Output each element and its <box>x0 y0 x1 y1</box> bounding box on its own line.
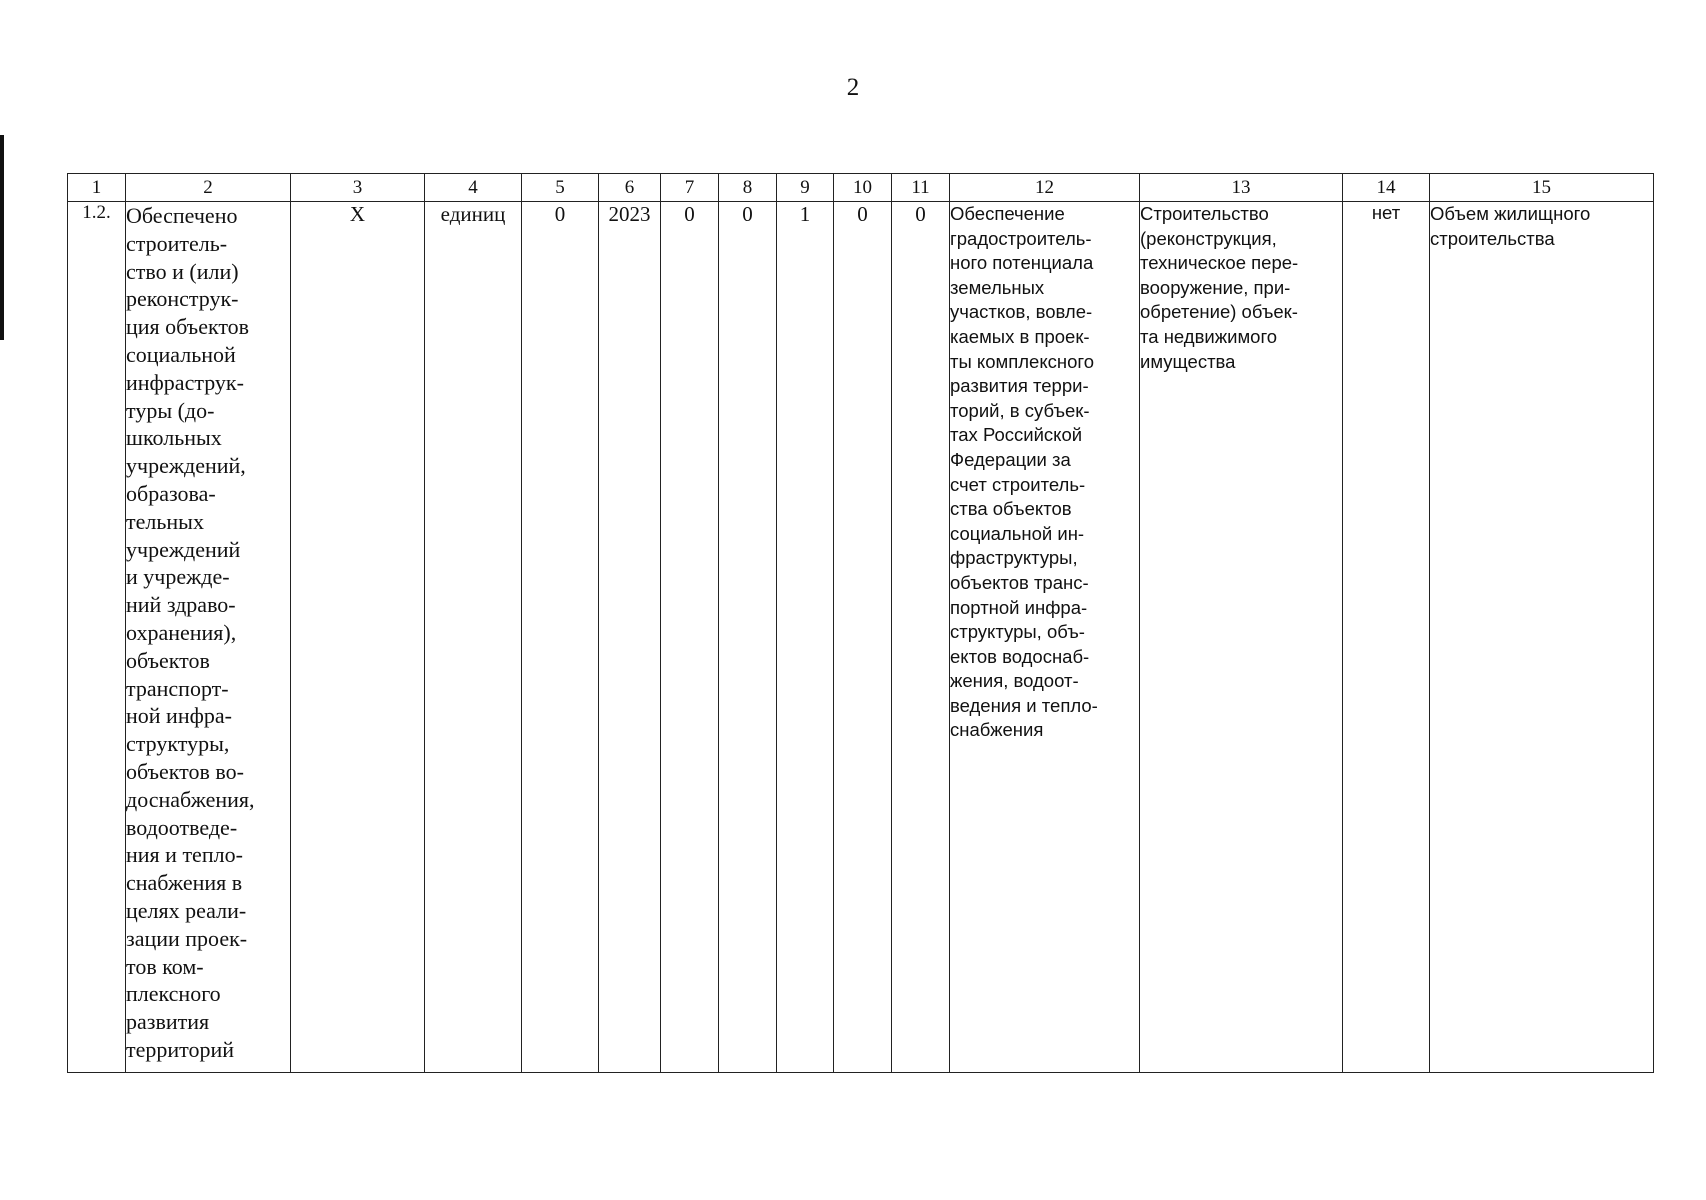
row-number-cell: 1.2. <box>68 202 126 1073</box>
col3-cell: X <box>291 202 425 1073</box>
col7-cell: 0 <box>661 202 719 1073</box>
header-cell-2: 2 <box>126 174 291 202</box>
col9-cell: 1 <box>777 202 834 1073</box>
col15-cell: Объем жилищного строительства <box>1430 202 1654 1073</box>
header-cell-1: 1 <box>68 174 126 202</box>
description-cell: Обеспечение градостроитель- ного потенциала земельных участков, вовле- каемых в проек- ты комплексного развития терри- торий, в субъек- тах Российской Федерации за счет строитель- ства объектов социальной ин- фраструктуры, объектов транс- портной инфра- структуры, объ- ектов водоснаб- жения, водоот- ведения и тепло- снабжения <box>950 202 1140 1073</box>
document-table <box>67 173 1654 1073</box>
col5-cell: 0 <box>522 202 599 1073</box>
unit-cell: единиц <box>425 202 522 1073</box>
header-cell-5: 5 <box>522 174 599 202</box>
header-cell-3: 3 <box>291 174 425 202</box>
year-cell: 2023 <box>599 202 661 1073</box>
col8-cell: 0 <box>719 202 777 1073</box>
header-cell-13: 13 <box>1140 174 1343 202</box>
left-margin-rule <box>0 135 4 340</box>
header-cell-7: 7 <box>661 174 719 202</box>
header-cell-12: 12 <box>950 174 1140 202</box>
page-number: 2 <box>846 74 860 101</box>
header-cell-6: 6 <box>599 174 661 202</box>
table-row <box>68 202 1654 1073</box>
header-cell-8: 8 <box>719 174 777 202</box>
header-cell-4: 4 <box>425 174 522 202</box>
header-cell-14: 14 <box>1343 174 1430 202</box>
col10-cell: 0 <box>834 202 892 1073</box>
col14-cell: нет <box>1343 202 1430 1073</box>
col11-cell: 0 <box>892 202 950 1073</box>
result-name-cell: Обеспечено строитель- ство и (или) реконструк- ция объектов социальной инфраструк- туры (до- школьных учреждений, образова- тельных учреждений и учрежде- ний здраво- охранения), объектов транспорт- ной инфра- структуры, объектов во- доснабжения, водоотведе- ния и тепло- снабжения в целях реали- зации проек- тов ком- плексного развития территорий <box>126 202 291 1073</box>
header-cell-11: 11 <box>892 174 950 202</box>
header-cell-10: 10 <box>834 174 892 202</box>
event-type-cell: Строительство (реконструкция, техническое пере- вооружение, при- обретение) объек- та недвижимого имущества <box>1140 202 1343 1073</box>
table-header-row <box>68 174 1654 202</box>
header-cell-15: 15 <box>1430 174 1654 202</box>
header-cell-9: 9 <box>777 174 834 202</box>
